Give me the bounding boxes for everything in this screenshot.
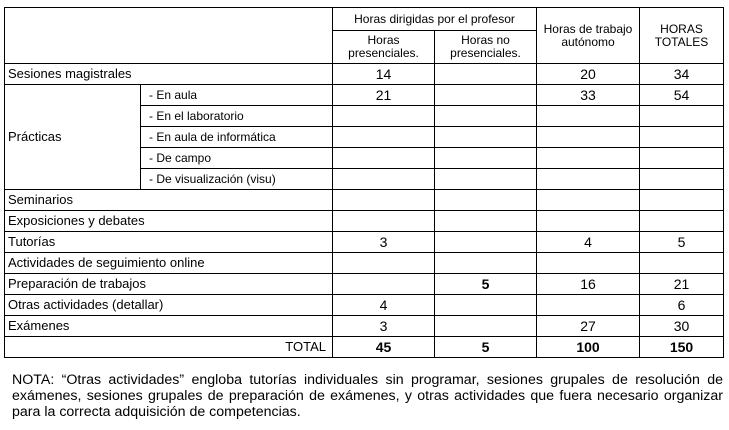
cell-autonomo [537,253,640,274]
cell-presenciales [333,253,435,274]
cell-no-presenciales [435,253,537,274]
cell-totales: 54 [640,85,724,106]
cell-autonomo [537,127,640,148]
row-label: Preparación de trabajos [5,274,333,295]
header-no-presenciales: Horas no presenciales. [435,31,537,64]
header-presenciales: Horas presenciales. [333,31,435,64]
cell-presenciales [333,127,435,148]
cell-totales: 21 [640,274,724,295]
cell-no-presenciales [435,148,537,169]
cell-totales [640,211,724,232]
cell-presenciales [333,169,435,190]
cell-totales: 5 [640,232,724,253]
cell-presenciales: 3 [333,232,435,253]
row-label: Otras actividades (detallar) [5,295,333,316]
table-row [5,295,724,316]
total-no-presenciales: 5 [435,337,537,358]
cell-totales [640,190,724,211]
row-label: Tutorías [5,232,333,253]
header-totales: HORAS TOTALES [640,8,724,64]
row-label: - En el laboratorio [141,106,333,127]
table-row [5,190,724,211]
cell-presenciales: 4 [333,295,435,316]
cell-no-presenciales [435,127,537,148]
total-presenciales: 45 [333,337,435,358]
cell-autonomo: 20 [537,64,640,85]
row-label: Seminarios [5,190,333,211]
cell-presenciales [333,190,435,211]
table-row [5,232,724,253]
cell-totales: 30 [640,316,724,337]
total-row [5,337,724,358]
table-row [5,211,724,232]
row-label: Exposiciones y debates [5,211,333,232]
cell-totales: 34 [640,64,724,85]
row-label: - En aula de informática [141,127,333,148]
row-label: Exámenes [5,316,333,337]
row-label: - De visualización (visu) [141,169,333,190]
cell-no-presenciales [435,211,537,232]
cell-autonomo: 16 [537,274,640,295]
cell-totales [640,106,724,127]
header-corner [5,8,333,64]
table-row [5,316,724,337]
cell-autonomo [537,190,640,211]
cell-no-presenciales [435,295,537,316]
cell-no-presenciales [435,169,537,190]
row-label: - De campo [141,148,333,169]
header-dirigidas: Horas dirigidas por el profesor [333,8,537,31]
cell-no-presenciales [435,190,537,211]
cell-presenciales: 3 [333,316,435,337]
table-row [5,85,724,106]
row-label: Actividades de seguimiento online [5,253,333,274]
cell-autonomo: 27 [537,316,640,337]
cell-no-presenciales [435,64,537,85]
total-autonomo: 100 [537,337,640,358]
cell-presenciales [333,106,435,127]
cell-presenciales [333,274,435,295]
practicas-label: Prácticas [5,85,141,190]
table-row [5,253,724,274]
note-text: NOTA: “Otras actividades” engloba tutorías individuales sin programar, sesiones grupales de resolución de exámenes, sesiones grupales de preparación de exámenes, y otras actividades que fuera necesario organizar para la correcta adquisición de competencias. [12,372,723,420]
total-label: TOTAL [5,337,333,358]
cell-no-presenciales: 5 [435,274,537,295]
cell-presenciales: 21 [333,85,435,106]
cell-autonomo: 33 [537,85,640,106]
cell-totales [640,127,724,148]
cell-autonomo [537,295,640,316]
table-row [5,64,724,85]
cell-totales [640,169,724,190]
cell-presenciales [333,148,435,169]
cell-totales [640,253,724,274]
hours-table [4,7,724,358]
table-row [5,274,724,295]
cell-autonomo [537,211,640,232]
cell-autonomo [537,169,640,190]
total-totales: 150 [640,337,724,358]
cell-autonomo [537,148,640,169]
cell-no-presenciales [435,232,537,253]
row-label: - En aula [141,85,333,106]
cell-presenciales: 14 [333,64,435,85]
cell-totales: 6 [640,295,724,316]
cell-presenciales [333,211,435,232]
cell-totales [640,148,724,169]
header-autonomo: Horas de trabajo autónomo [537,8,640,64]
row-label: Sesiones magistrales [5,64,333,85]
header-row-1 [5,8,724,31]
cell-no-presenciales [435,85,537,106]
cell-autonomo: 4 [537,232,640,253]
cell-autonomo [537,106,640,127]
cell-no-presenciales [435,316,537,337]
cell-no-presenciales [435,106,537,127]
